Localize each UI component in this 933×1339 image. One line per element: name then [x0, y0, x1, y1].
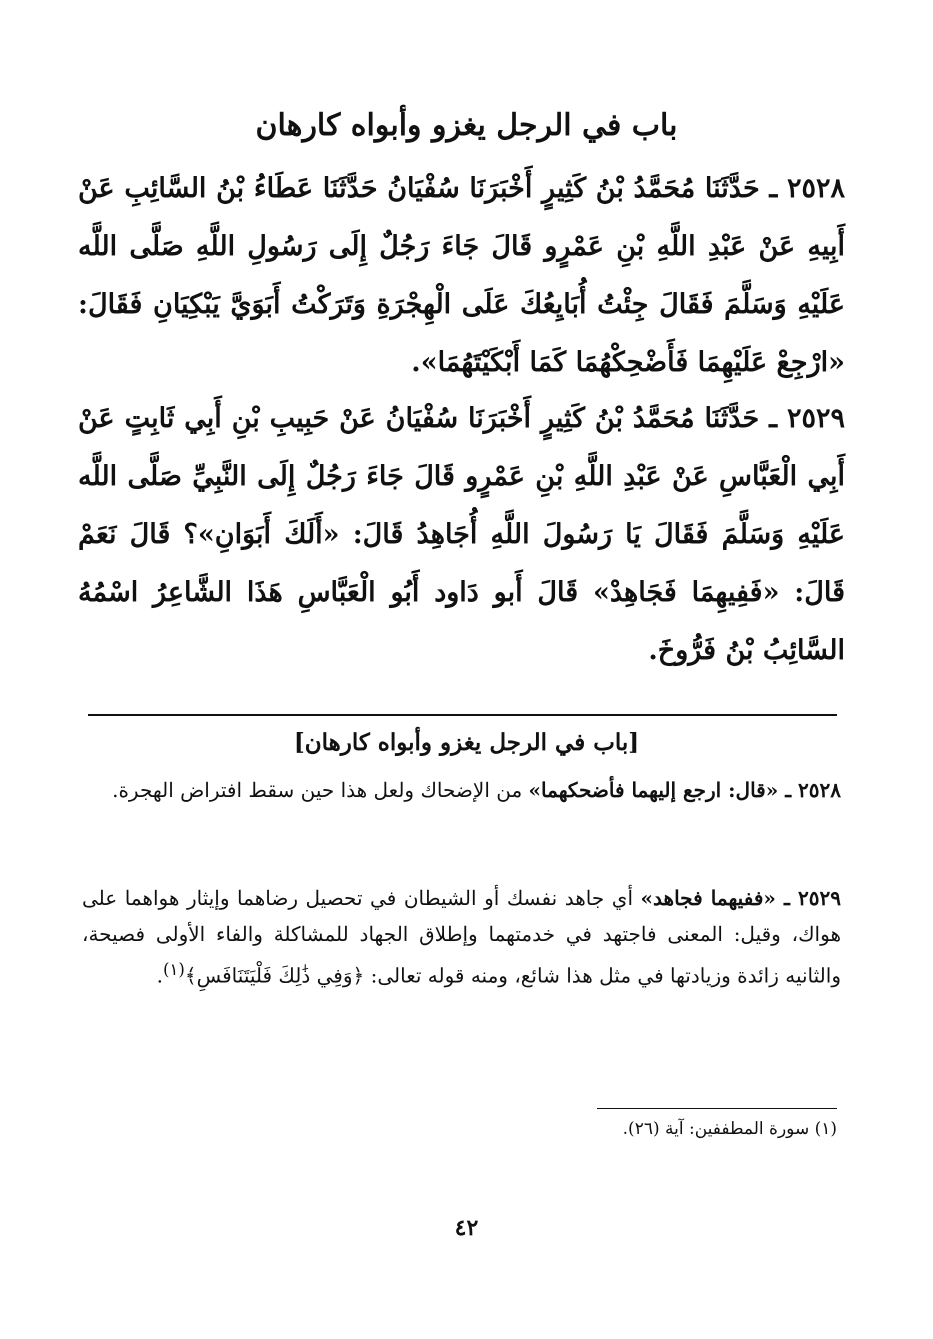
note-text: من الإضحاك ولعل هذا حين سقط افتراض الهجرة. — [112, 778, 529, 802]
hadith-text: حَدَّثَنَا مُحَمَّدُ بْنُ كَثِيرٍ أَخْبَرَنَا سُفْيَانُ عَنْ حَبِيبِ بْنِ أَبِي ثَابِتٍ عَنْ أَبِي الْعَبَّاسِ عَنْ عَبْدِ اللَّهِ بْنِ عَمْرٍو قَالَ جَاءَ رَجُلٌ إِلَى النَّبِيِّ صَلَّى اللَّه عَلَيْهِ وَسَلَّمَ فَقَالَ يَا رَسُولَ اللَّهِ أُجَاهِدُ قَالَ: «أَلَكَ أَبَوَانِ»؟ قَالَ نَعَمْ قَالَ: «فَفِيهِمَا فَجَاهِدْ» قَالَ أَبو دَاود أَبُو الْعَبَّاسِ هَذَا الشَّاعِرُ اسْمُهُ السَّائِبُ بْنُ فَرُّوخَ. — [78, 403, 845, 666]
hadith-number: ٢٥٢٨ — [787, 173, 846, 204]
page-number: ٤٢ — [454, 1215, 479, 1241]
footnote-ref[interactable]: (١) — [162, 960, 185, 979]
footnote-rule — [597, 1108, 837, 1109]
footnote: (١) سورة المطففين: آية (٢٦). — [622, 1119, 837, 1139]
commentary-note-2528 — [82, 772, 841, 808]
hadith-2529: ٢٥٢٩ ـ حَدَّثَنَا مُحَمَّدُ بْنُ كَثِيرٍ أَخْبَرَنَا سُفْيَانُ عَنْ حَبِيبِ بْنِ أَبِي ثَابِتٍ عَنْ أَبِي الْعَبَّاسِ عَنْ عَبْدِ اللَّهِ بْنِ عَمْرٍو قَالَ جَاءَ رَجُلٌ إِلَى النَّبِيِّ صَلَّى اللَّه عَلَيْهِ وَسَلَّمَ فَقَالَ يَا رَسُولَ اللَّهِ أُجَاهِدُ قَالَ: «أَلَكَ أَبَوَانِ»؟ قَالَ نَعَمْ قَالَ: «فَفِيهِمَا فَجَاهِدْ» قَالَ أَبو دَاود أَبُو الْعَبَّاسِ هَذَا الشَّاعِرُ اسْمُهُ السَّائِبُ بْنُ فَرُّوخَ. — [78, 403, 845, 666]
hadith-number: ٢٥٢٩ — [786, 403, 845, 434]
commentary-title: [باب في الرجل يغزو وأبواه كارهان] — [293, 729, 640, 756]
note-lead: ٢٥٢٨ ـ «قال: ارجع إليهما فأضحكهما» — [528, 778, 841, 802]
commentary-note-2529: ٢٥٢٩ ـ «ففيهما فجاهد» أي جاهد نفسك أو الشيطان في تحصيل رضاهما وإيثار هواهما على هواك، وقيل: المعنى فاجتهد في خدمتهما وإطلاق الجهاد للمشاكلة والفاء الأولى فصيحة، والثانيه زائدة وزيادتها في مثل هذا شائع، ومنه قوله تعالى: ﴿وَفِي ذَٰلِكَ فَلْيَتَنَافَسِ﴾$^{(١)}$. — [82, 886, 841, 988]
hadith-text: حَدَّثَنَا مُحَمَّدُ بْنُ كَثِيرٍ أَخْبَرَنَا سُفْيَانُ حَدَّثَنَا عَطَاءُ بْنُ السَّائِبِ عَنْ أَبِيهِ عَنْ عَبْدِ اللَّهِ بْنِ عَمْرٍو قَالَ جَاءَ رَجُلٌ إِلَى رَسُولِ اللَّهِ صَلَّى اللَّه عَلَيْهِ وَسَلَّمَ فَقَالَ جِئْتُ أُبَايِعُكَ عَلَى الْهِجْرَةِ وَتَرَكْتُ أَبَوَيَّ يَبْكِيَانِ فَقَالَ: «ارْجِعْ عَلَيْهِمَا فَأَضْحِكْهُمَا كَمَا أَبْكَيْتَهُمَا». — [78, 173, 845, 378]
hadith-2528: ٢٥٢٨ ـ حَدَّثَنَا مُحَمَّدُ بْنُ كَثِيرٍ أَخْبَرَنَا سُفْيَانُ حَدَّثَنَا عَطَاءُ بْنُ السَّائِبِ عَنْ أَبِيهِ عَنْ عَبْدِ اللَّهِ بْنِ عَمْرٍو قَالَ جَاءَ رَجُلٌ إِلَى رَسُولِ اللَّهِ صَلَّى اللَّه عَلَيْهِ وَسَلَّمَ فَقَالَ جِئْتُ أُبَايِعُكَ عَلَى الْهِجْرَةِ وَتَرَكْتُ أَبَوَيَّ يَبْكِيَانِ فَقَالَ: «ارْجِعْ عَلَيْهِمَا فَأَضْحِكْهُمَا كَمَا أَبْكَيْتَهُمَا». — [78, 173, 846, 378]
note-lead: ٢٥٢٩ ـ «ففيهما فجاهد» — [640, 886, 841, 910]
chapter-title: باب في الرجل يغزو وأبواه كارهان — [255, 108, 678, 143]
note-text: أي جاهد نفسك أو الشيطان في تحصيل رضاهما وإيثار هواهما على هواك، وقيل: المعنى فاجتهد في خدمتهما وإطلاق الجهاد للمشاكلة والفاء الأولى فصيحة، والثانيه زائدة وزيادتها في مثل هذا شائع، ومنه قوله تعالى: ﴿وَفِي ذَٰلِكَ فَلْيَتَنَافَسِ﴾ — [82, 886, 841, 988]
section-divider — [88, 714, 837, 716]
